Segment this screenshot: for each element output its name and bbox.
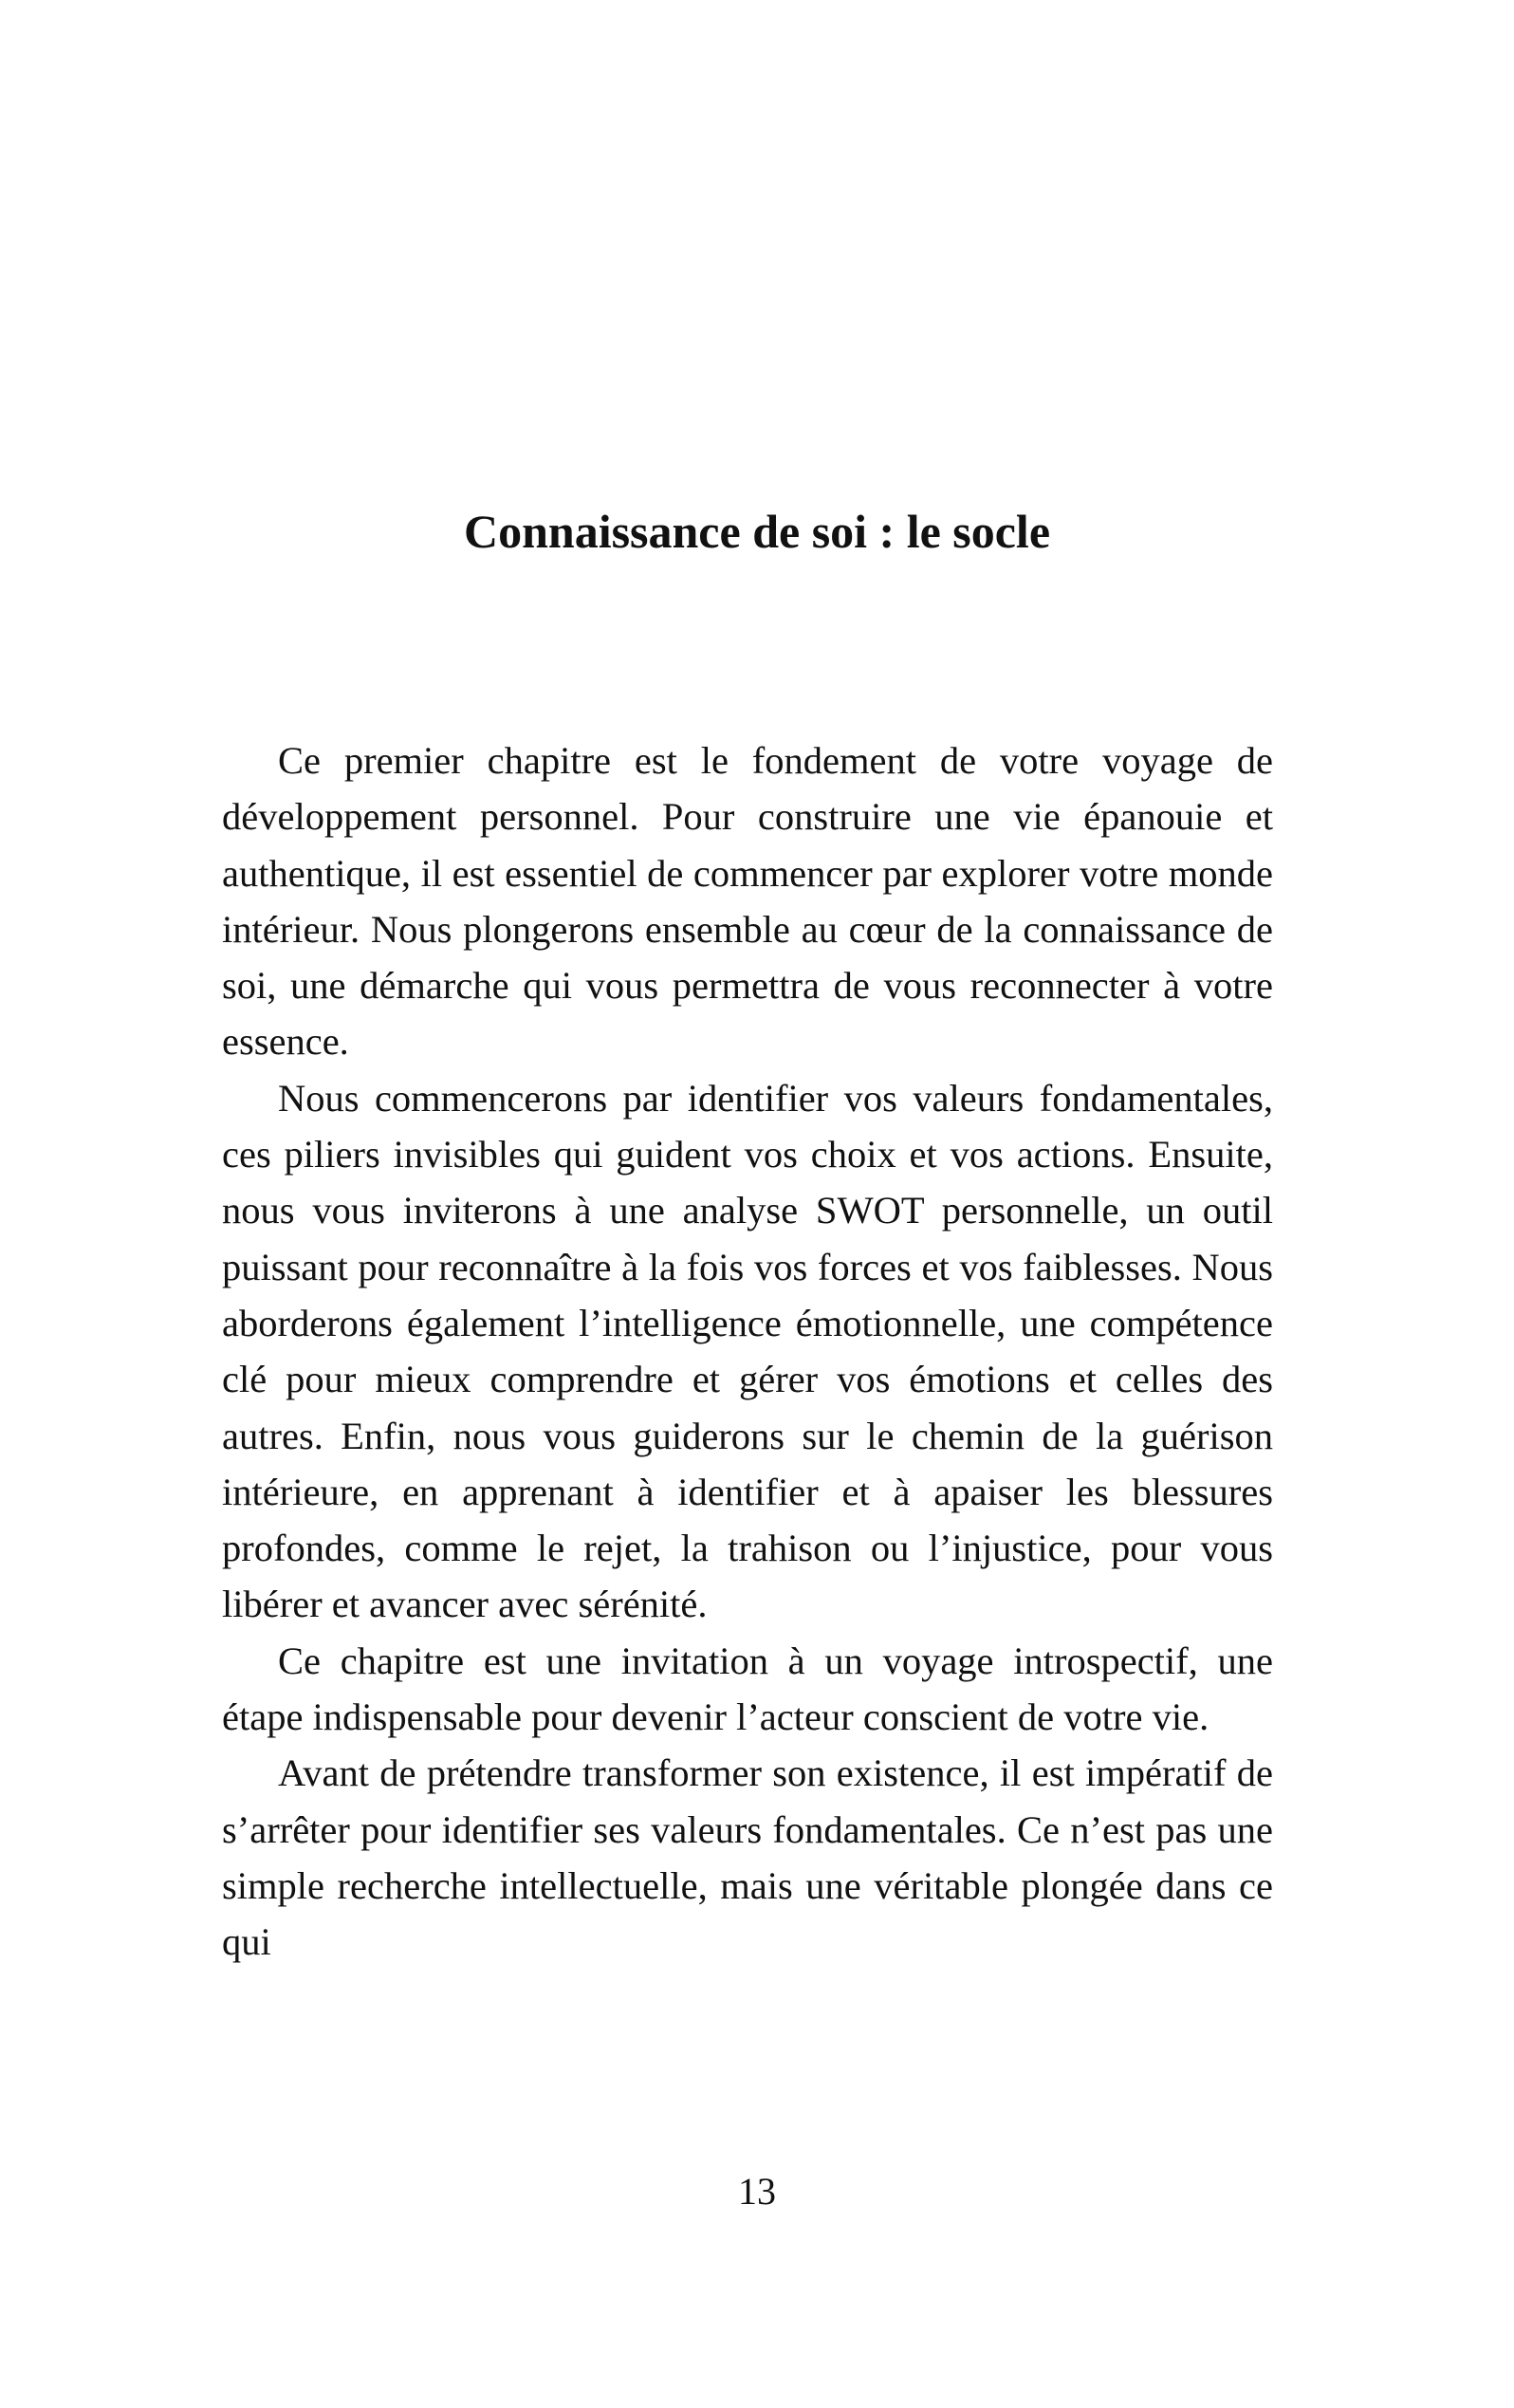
paragraph-overview: Nous commencerons par identifier vos valeurs fondamentales, ces piliers invisibles qui guident vos choix et vos actions. Ensuite, nous vous inviterons à une analyse SWOT personnelle, un outil puissant pour reconnaître à la fois vos forces et vos faiblesses. Nous aborderons également l’intelligence émotionnelle, une compétence clé pour mieux comprendre et gérer vos émotions et celles des autres. Enfin, nous vous guiderons sur le chemin de la guérison intérieure, en apprenant à identifier et à apaiser les blessures profondes, comme le rejet, la trahison ou l’injustice, pour vous libérer et avancer avec sérénité. [222,1076,1273,1626]
paragraph-intro: Ce premier chapitre est le fondement de votre voyage de développement personnel. Pour construire une vie épanouie et authentique, il est essentiel de commencer par explorer votre monde intérieur. Nous plongerons ensemble au cœur de la connaissance de soi, une démarche qui vous permettra de vous reconnecter à votre essence. [222,739,1273,1064]
body-text [222,732,1273,1971]
page-number: 13 [738,2170,776,2213]
chapter-title: Connaissance de soi : le socle [463,505,1051,558]
paragraph-invitation: Ce chapitre est une invitation à un voyage introspectif, une étape indispensable pour devenir l’acteur conscient de votre vie. [222,1639,1273,1739]
paragraph-values: Avant de prétendre transformer son existence, il est impératif de s’arrêter pour identifier ses valeurs fondamentales. Ce n’est pas une simple recherche intellectuelle, mais une véritable plongée dans ce qui [222,1751,1273,1964]
